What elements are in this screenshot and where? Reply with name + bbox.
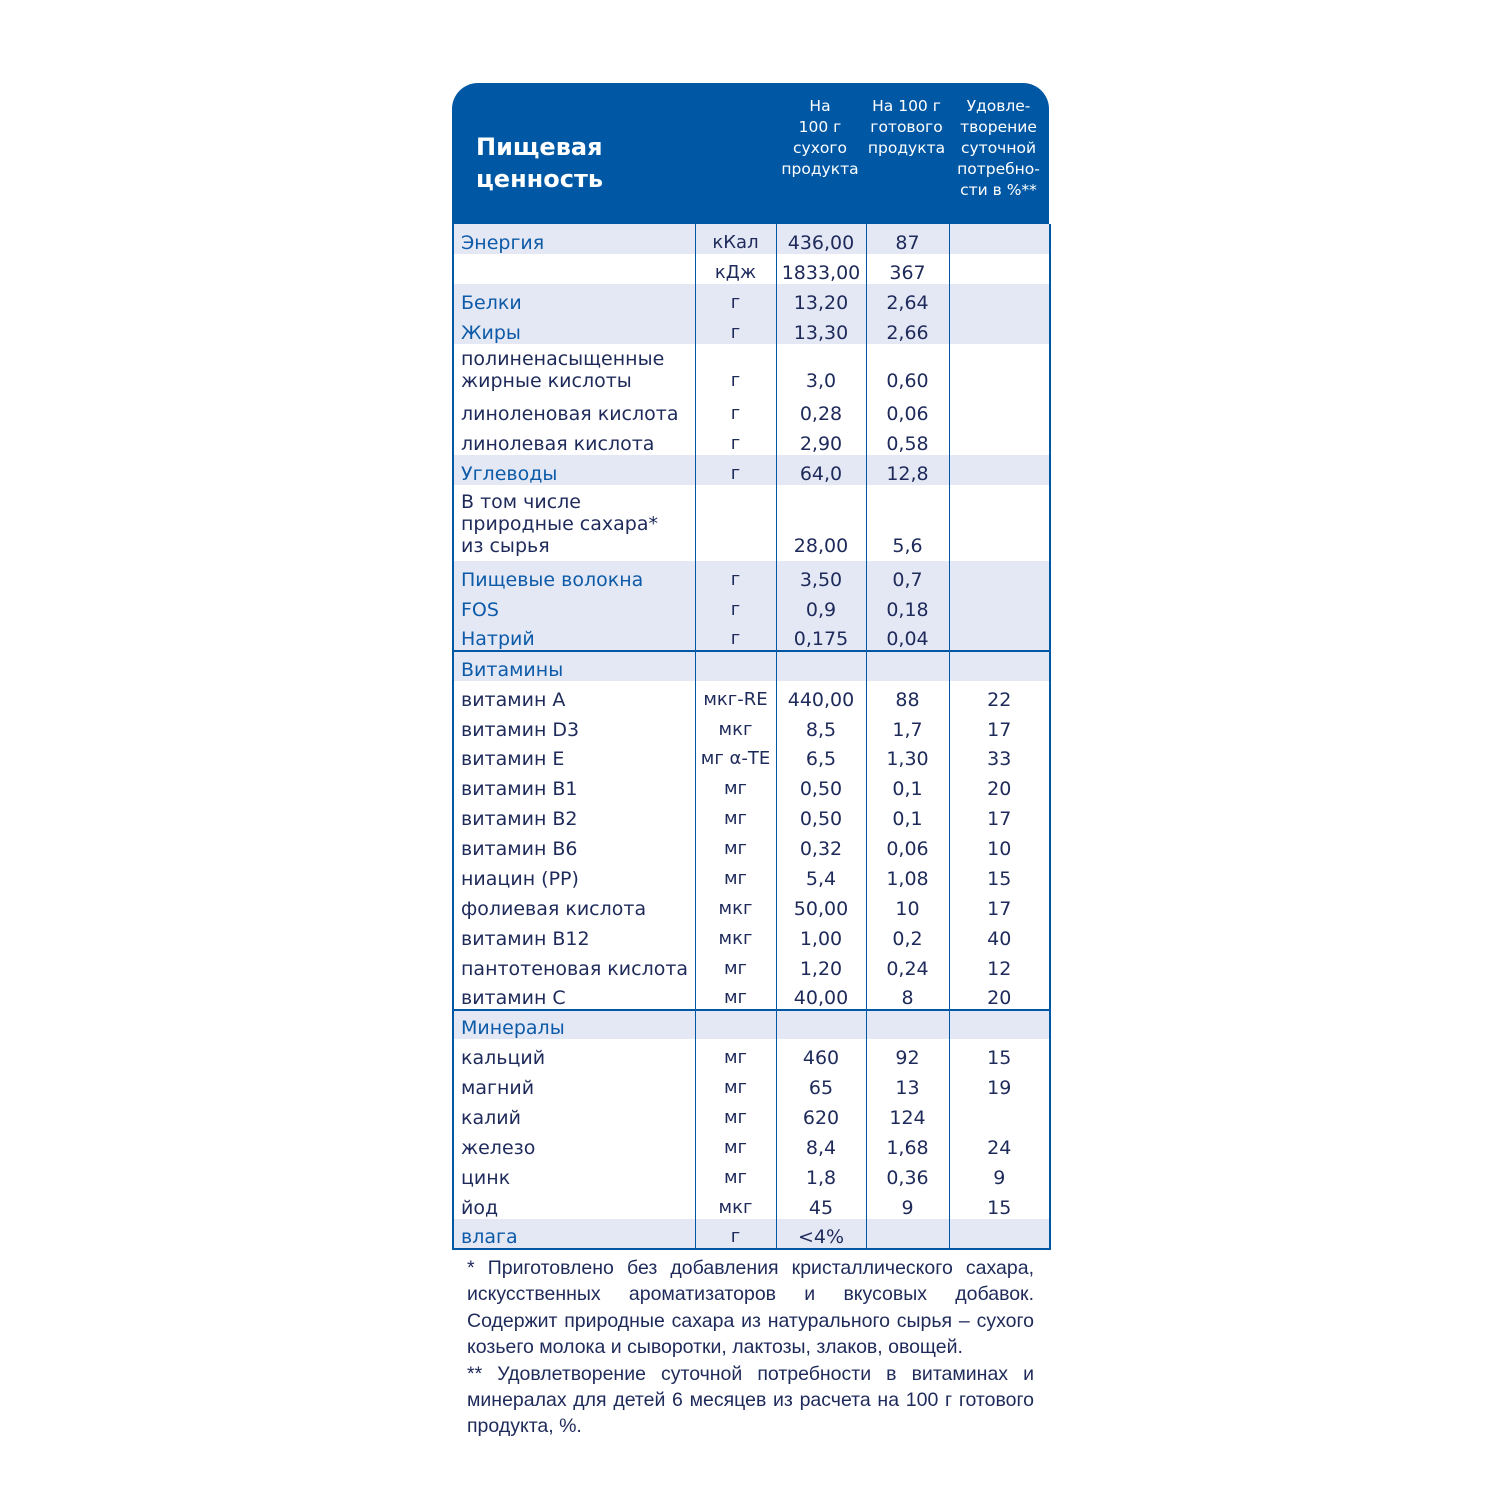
table-row <box>453 224 1050 254</box>
row-unit: мг <box>695 1099 776 1129</box>
row-unit: мг <box>695 950 776 980</box>
table-row <box>453 455 1050 485</box>
column-header-dry-line: 100 г <box>798 118 842 136</box>
row-ready-value: 0,2 <box>866 920 949 950</box>
row-dry-value <box>776 1010 866 1040</box>
row-unit: г <box>695 1219 776 1249</box>
row-ready-value: 0,04 <box>866 621 949 651</box>
row-daily-value: 33 <box>949 741 1050 771</box>
table-row <box>453 1069 1050 1099</box>
row-unit: кКал <box>695 224 776 254</box>
row-name: витамин D3 <box>461 718 580 741</box>
table-row <box>453 741 1050 771</box>
row-unit: мг <box>695 770 776 800</box>
row-dry-value: 40,00 <box>776 980 866 1010</box>
row-unit: мг <box>695 830 776 860</box>
row-name: витамин А <box>461 688 566 711</box>
row-ready-value: 88 <box>866 681 949 711</box>
row-ready-value: 87 <box>866 224 949 254</box>
table-row <box>453 950 1050 980</box>
column-header-dry-line: На <box>809 97 831 115</box>
row-daily-value: 17 <box>949 800 1050 830</box>
row-ready-value: 10 <box>866 890 949 920</box>
column-header-dry <box>775 96 865 180</box>
row-unit: мкг-RE <box>695 681 776 711</box>
table-row <box>453 1099 1050 1129</box>
row-daily-value <box>949 561 1050 591</box>
table-row <box>453 980 1050 1010</box>
table-row <box>453 621 1050 651</box>
row-unit: г <box>695 455 776 485</box>
column-header-ready-line: продукта <box>867 139 946 157</box>
row-dry-value: 13,20 <box>776 284 866 314</box>
table-row <box>453 396 1050 426</box>
table-row <box>453 591 1050 621</box>
row-name: фолиевая кислота <box>461 897 647 920</box>
row-unit: мг <box>695 1039 776 1069</box>
column-header-dry-line: продукта <box>781 160 859 178</box>
row-unit <box>695 651 776 681</box>
row-daily-value <box>949 485 1050 561</box>
row-unit: мг α-ТЕ <box>695 741 776 771</box>
row-dry-value <box>776 651 866 681</box>
row-ready-value: 1,08 <box>866 860 949 890</box>
table-row <box>453 770 1050 800</box>
title-line-2: ценность <box>476 165 604 193</box>
row-daily-value <box>949 1099 1050 1129</box>
row-unit: г <box>695 425 776 455</box>
row-ready-value: 1,7 <box>866 711 949 741</box>
row-dry-value: 0,50 <box>776 800 866 830</box>
row-name: витамин Е <box>461 748 565 771</box>
table-row <box>453 561 1050 591</box>
row-dry-value: 65 <box>776 1069 866 1099</box>
row-unit: г <box>695 314 776 344</box>
row-name: Энергия <box>453 224 695 254</box>
row-unit: г <box>695 344 776 396</box>
row-daily-value: 9 <box>949 1159 1050 1189</box>
row-daily-value: 19 <box>949 1069 1050 1099</box>
row-ready-value: 2,64 <box>866 284 949 314</box>
row-dry-value: <4% <box>776 1219 866 1249</box>
row-name: магний <box>461 1077 535 1100</box>
row-name: ниацин (РР) <box>461 868 579 891</box>
column-header-daily-line: суточной <box>960 139 1037 157</box>
row-name-line: полиненасыщенные <box>461 347 665 370</box>
row-unit: г <box>695 561 776 591</box>
row-unit: мг <box>695 1069 776 1099</box>
row-daily-value: 12 <box>949 950 1050 980</box>
title-line-1: Пищевая <box>476 133 603 161</box>
row-unit: г <box>695 591 776 621</box>
row-name: цинк <box>461 1166 511 1189</box>
row-name <box>453 344 695 396</box>
row-ready-value: 0,58 <box>866 425 949 455</box>
column-header-ready <box>865 96 948 159</box>
row-daily-value <box>949 621 1050 651</box>
row-name-line: из сырья <box>461 535 550 558</box>
row-name <box>453 485 695 561</box>
row-ready-value: 9 <box>866 1189 949 1219</box>
row-dry-value: 460 <box>776 1039 866 1069</box>
table-row <box>453 860 1050 890</box>
row-name <box>453 254 695 284</box>
table-row <box>453 425 1050 455</box>
row-ready-value: 124 <box>866 1099 949 1129</box>
row-name: Белки <box>453 284 695 314</box>
section-title: Минералы <box>453 1010 695 1040</box>
table-row <box>453 1159 1050 1189</box>
footnotes <box>467 1255 1034 1440</box>
row-daily-value: 17 <box>949 711 1050 741</box>
row-dry-value: 0,32 <box>776 830 866 860</box>
row-name: Жиры <box>453 314 695 344</box>
row-unit: мг <box>695 1129 776 1159</box>
row-name: йод <box>461 1196 499 1219</box>
table-row <box>453 830 1050 860</box>
row-ready-value: 0,18 <box>866 591 949 621</box>
row-dry-value: 0,9 <box>776 591 866 621</box>
row-daily-value <box>949 254 1050 284</box>
row-dry-value: 0,175 <box>776 621 866 651</box>
row-unit: мг <box>695 980 776 1010</box>
row-ready-value: 13 <box>866 1069 949 1099</box>
row-unit: кДж <box>695 254 776 284</box>
row-name: железо <box>461 1137 536 1160</box>
row-unit: мкг <box>695 711 776 741</box>
row-dry-value: 2,90 <box>776 425 866 455</box>
row-dry-value: 28,00 <box>776 485 866 561</box>
row-name: витамин В6 <box>461 838 578 861</box>
row-daily-value <box>949 651 1050 681</box>
row-daily-value <box>949 284 1050 314</box>
row-daily-value: 22 <box>949 681 1050 711</box>
table-header <box>452 83 1049 224</box>
table-row <box>453 920 1050 950</box>
row-name: Углеводы <box>453 455 695 485</box>
row-daily-value: 15 <box>949 1189 1050 1219</box>
table-row <box>453 314 1050 344</box>
column-header-daily-line: потребно- <box>957 160 1040 178</box>
row-unit: г <box>695 396 776 426</box>
footnote-daily-needs: ** Удовлетворение суточной потребности в витаминах и минералах для детей 6 месяцев из расчета на 100 г готового продукта, %. <box>467 1362 1034 1438</box>
row-dry-value: 8,5 <box>776 711 866 741</box>
row-daily-value: 10 <box>949 830 1050 860</box>
row-dry-value: 1,8 <box>776 1159 866 1189</box>
row-ready-value: 12,8 <box>866 455 949 485</box>
row-ready-value: 0,06 <box>866 830 949 860</box>
row-name: FOS <box>453 591 695 621</box>
row-daily-value: 15 <box>949 1039 1050 1069</box>
row-unit <box>695 485 776 561</box>
row-name: витамин С <box>461 986 566 1009</box>
row-dry-value: 3,50 <box>776 561 866 591</box>
table-row <box>453 284 1050 314</box>
row-name: влага <box>453 1219 695 1249</box>
row-daily-value <box>949 455 1050 485</box>
table-row <box>453 344 1050 396</box>
row-ready-value: 0,06 <box>866 396 949 426</box>
row-name: калий <box>461 1107 521 1130</box>
row-dry-value: 0,28 <box>776 396 866 426</box>
table-row <box>453 1129 1050 1159</box>
row-name: витамин В12 <box>461 927 590 950</box>
row-daily-value: 15 <box>949 860 1050 890</box>
row-daily-value <box>949 591 1050 621</box>
row-dry-value: 436,00 <box>776 224 866 254</box>
row-unit: мг <box>695 800 776 830</box>
nutrition-panel <box>452 83 1049 1250</box>
row-name-line: природные сахара* <box>461 513 658 536</box>
row-daily-value <box>949 1219 1050 1249</box>
row-daily-value <box>949 344 1050 396</box>
row-ready-value: 8 <box>866 980 949 1010</box>
row-ready-value: 2,66 <box>866 314 949 344</box>
table-row <box>453 890 1050 920</box>
row-daily-value: 24 <box>949 1129 1050 1159</box>
row-dry-value: 5,4 <box>776 860 866 890</box>
row-daily-value <box>949 314 1050 344</box>
row-daily-value: 20 <box>949 770 1050 800</box>
row-ready-value: 0,1 <box>866 800 949 830</box>
row-name-line: жирные кислоты <box>461 369 632 392</box>
row-dry-value: 440,00 <box>776 681 866 711</box>
row-daily-value <box>949 425 1050 455</box>
row-ready-value: 0,24 <box>866 950 949 980</box>
panel-title <box>476 131 776 195</box>
table-row <box>453 1039 1050 1069</box>
row-unit: г <box>695 284 776 314</box>
row-daily-value <box>949 224 1050 254</box>
row-ready-value: 367 <box>866 254 949 284</box>
footnote-sugar: * Приготовлено без добавления кристаллического сахара, искусственных ароматизаторов и вкусовых добавок. Содержит природные сахара из натурального сырья – сухого козьего молока и сыворотки, лактозы, злаков, овощей. <box>467 1257 1034 1359</box>
row-ready-value: 92 <box>866 1039 949 1069</box>
row-unit <box>695 1010 776 1040</box>
row-name: витамин В1 <box>461 778 578 801</box>
row-unit: мкг <box>695 1189 776 1219</box>
table-row <box>453 1189 1050 1219</box>
row-daily-value <box>949 396 1050 426</box>
table-row <box>453 254 1050 284</box>
row-ready-value: 0,36 <box>866 1159 949 1189</box>
row-dry-value: 3,0 <box>776 344 866 396</box>
row-name: пантотеновая кислота <box>461 957 689 980</box>
row-name-line: В том числе <box>461 491 581 514</box>
table-row <box>453 711 1050 741</box>
row-dry-value: 64,0 <box>776 455 866 485</box>
row-daily-value: 17 <box>949 890 1050 920</box>
row-unit: мг <box>695 860 776 890</box>
row-name: Пищевые волокна <box>453 561 695 591</box>
row-dry-value: 620 <box>776 1099 866 1129</box>
row-ready-value: 1,30 <box>866 741 949 771</box>
row-ready-value: 5,6 <box>866 485 949 561</box>
section-row-vitamins <box>453 651 1050 681</box>
row-ready-value <box>866 651 949 681</box>
row-unit: мкг <box>695 920 776 950</box>
row-ready-value: 0,60 <box>866 344 949 396</box>
column-header-daily-line: сти в %** <box>960 181 1037 199</box>
row-ready-value <box>866 1219 949 1249</box>
row-name: линолевая кислота <box>461 433 655 456</box>
table-row <box>453 681 1050 711</box>
row-name: линоленовая кислота <box>461 403 679 426</box>
row-daily-value: 20 <box>949 980 1050 1010</box>
row-dry-value: 13,30 <box>776 314 866 344</box>
row-ready-value: 0,7 <box>866 561 949 591</box>
table-row <box>453 800 1050 830</box>
row-dry-value: 1,20 <box>776 950 866 980</box>
row-dry-value: 1833,00 <box>776 254 866 284</box>
row-name: витамин В2 <box>461 808 578 831</box>
column-header-ready-line: На 100 г <box>872 97 941 115</box>
row-name: Натрий <box>453 621 695 651</box>
table-row <box>453 1219 1050 1249</box>
column-header-dry-line: сухого <box>793 139 847 157</box>
row-dry-value: 45 <box>776 1189 866 1219</box>
row-dry-value: 0,50 <box>776 770 866 800</box>
row-ready-value <box>866 1010 949 1040</box>
row-dry-value: 50,00 <box>776 890 866 920</box>
row-dry-value: 1,00 <box>776 920 866 950</box>
column-header-daily-line: творение <box>960 118 1037 136</box>
row-unit: мг <box>695 1159 776 1189</box>
section-row-minerals <box>453 1010 1050 1040</box>
nutrition-table <box>452 224 1051 1250</box>
row-unit: мкг <box>695 890 776 920</box>
row-ready-value: 0,1 <box>866 770 949 800</box>
row-dry-value: 8,4 <box>776 1129 866 1159</box>
column-header-daily <box>948 96 1049 201</box>
row-daily-value <box>949 1010 1050 1040</box>
row-unit: г <box>695 621 776 651</box>
section-title: Витамины <box>453 651 695 681</box>
row-ready-value: 1,68 <box>866 1129 949 1159</box>
table-row <box>453 485 1050 561</box>
row-daily-value: 40 <box>949 920 1050 950</box>
row-dry-value: 6,5 <box>776 741 866 771</box>
column-header-ready-line: готового <box>870 118 943 136</box>
column-header-daily-line: Удовле- <box>966 97 1031 115</box>
row-name: кальций <box>461 1047 546 1070</box>
